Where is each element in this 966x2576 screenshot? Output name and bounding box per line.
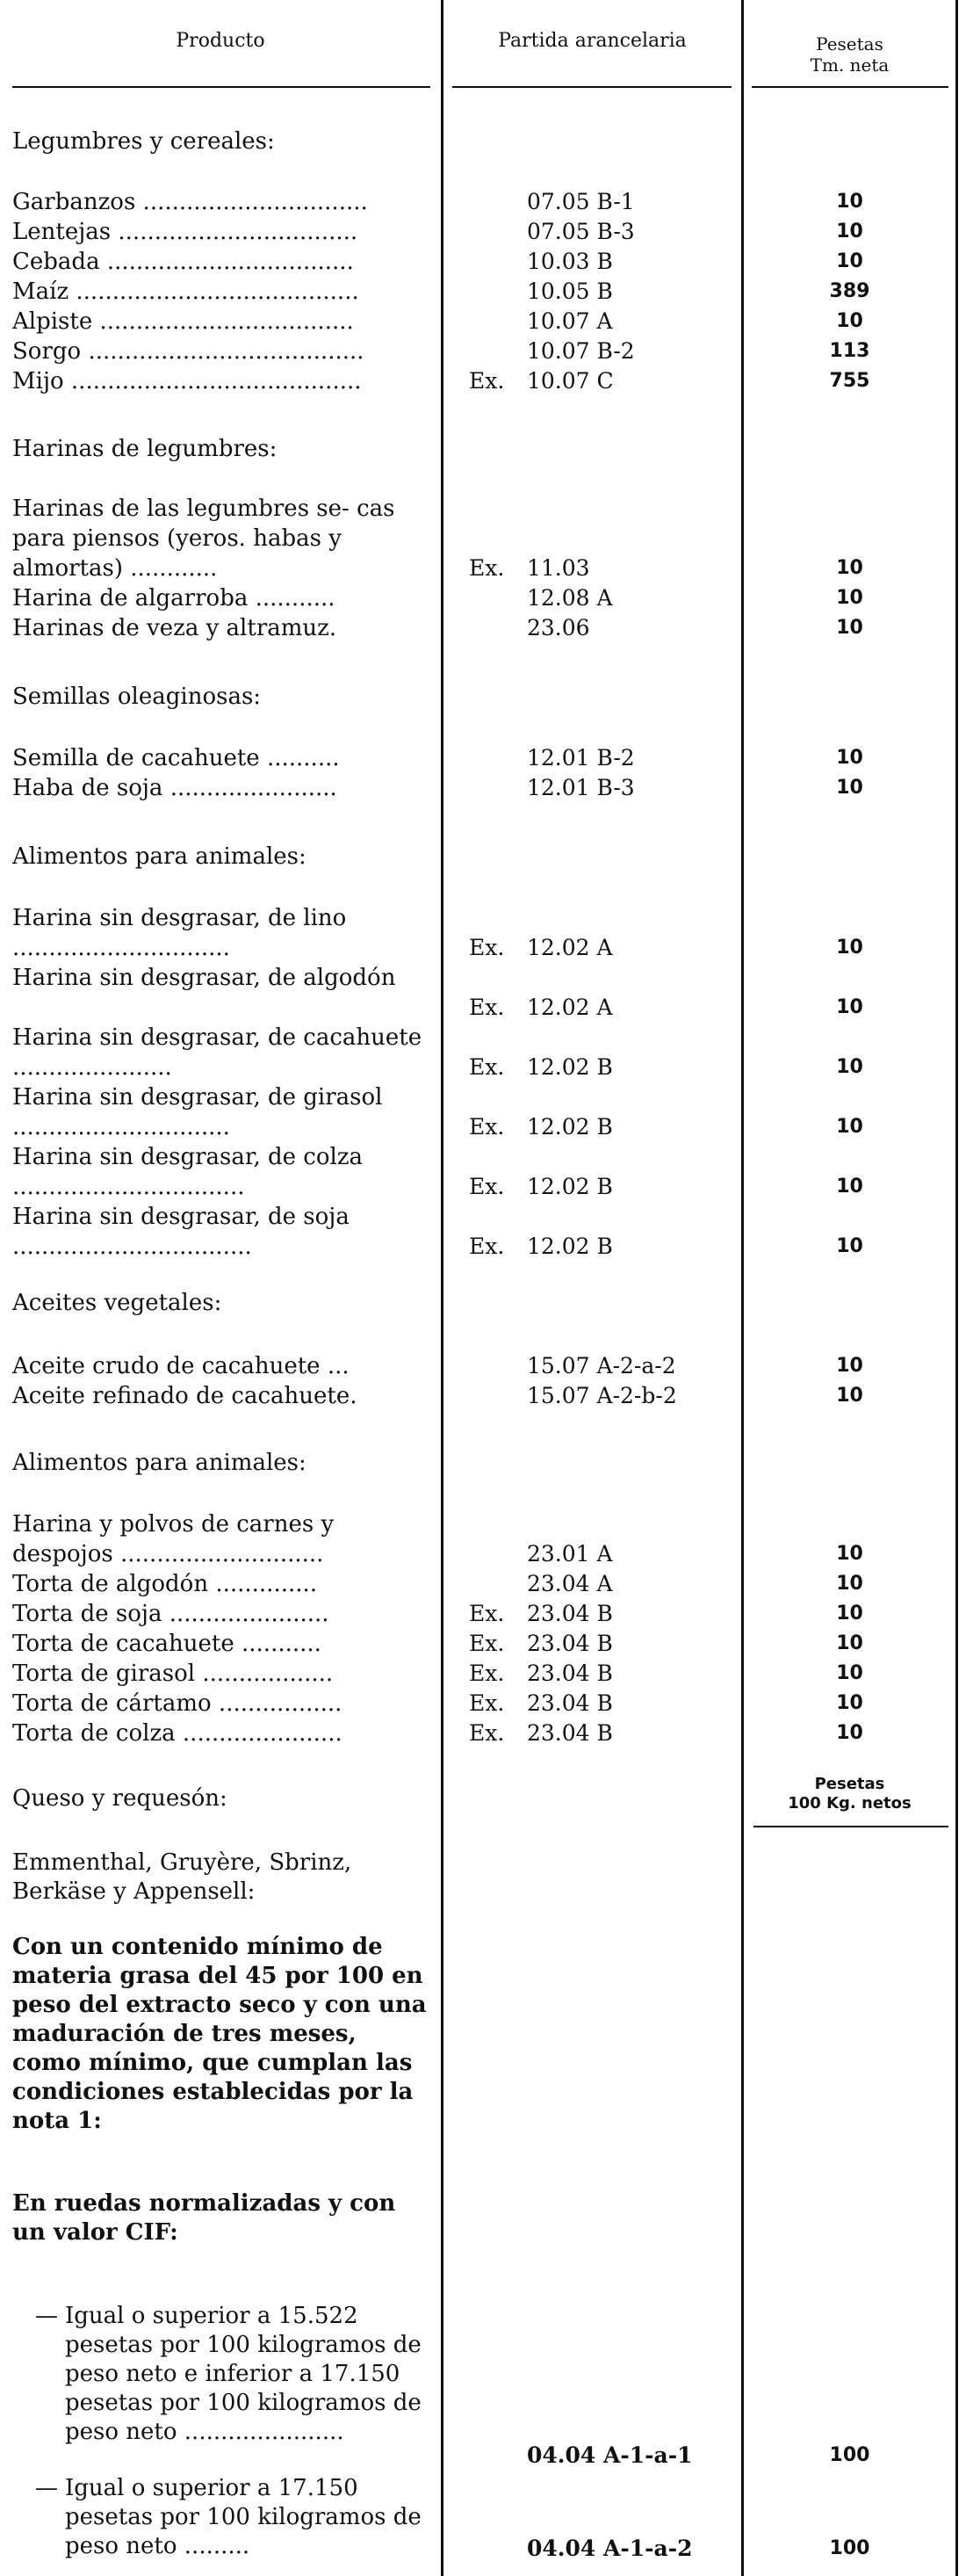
product-name: Sorgo ......................................	[12, 338, 364, 365]
product-name: Torta de soja ......................	[12, 1601, 329, 1627]
cheese-unit-rule	[753, 1826, 948, 1827]
tariff-code: 23.01 A	[527, 1541, 613, 1567]
product-name: Torta de girasol ..................	[12, 1661, 334, 1687]
cheese-cif-item-1	[35, 2302, 430, 2447]
duty-value: 10	[836, 747, 863, 769]
section-heading: Queso y requesón:	[12, 1785, 227, 1812]
product-name: Torta de colza ......................	[12, 1720, 342, 1747]
tariff-code: 10.07 C	[527, 368, 614, 394]
column-divider-product	[441, 0, 443, 2576]
duty-value: 10	[836, 587, 863, 609]
tariff-code: 15.07 A-2-b-2	[527, 1383, 677, 1408]
duty-value: 10	[836, 557, 863, 579]
product-name: Aceite crudo de cacahuete ...	[12, 1353, 350, 1379]
ex-marker: Ex.	[469, 1631, 505, 1656]
section-heading: Alimentos para animales:	[12, 1450, 306, 1476]
cheese-unit-line1: Pesetas	[814, 1775, 885, 1793]
tariff-code: 07.05 B-3	[527, 219, 635, 244]
product-name: Alpiste ...................................	[12, 308, 354, 335]
section-heading: Alimentos para animales:	[12, 843, 306, 870]
product-name: Haba de soja .......................	[12, 775, 337, 801]
tariff-code: 12.02 A	[527, 935, 613, 960]
duty-value: 10	[836, 996, 863, 1018]
duty-value: 10	[836, 1056, 863, 1078]
ex-marker: Ex.	[469, 1601, 505, 1626]
cheese-cif-item-2	[35, 2474, 430, 2561]
duty-value: 10	[836, 617, 863, 639]
tariff-code: 10.07 B-2	[527, 338, 635, 364]
section-heading: Legumbres y cereales:	[12, 128, 275, 155]
tariff-code: 12.02 B	[527, 1114, 613, 1140]
duty-value: 10	[836, 937, 863, 959]
tariff-code: 12.02 A	[527, 995, 613, 1020]
product-name: Harinas de veza y altramuz.	[12, 615, 337, 641]
duty-value: 10	[836, 250, 863, 272]
product-name: Harina sin desgrasar, de soja .................................	[12, 1204, 350, 1260]
product-name: Harinas de las legumbres se- cas para piensos (yeros. habas y almortas) ............	[12, 496, 395, 582]
product-name: Mijo ........................................	[12, 368, 362, 394]
duty-value: 755	[829, 370, 870, 392]
tariff-code: 10.03 B	[527, 249, 613, 274]
ex-marker: Ex.	[469, 1114, 505, 1140]
dash-marker: —	[35, 2475, 58, 2501]
header-partida: Partida arancelaria	[498, 30, 687, 52]
ex-marker: Ex.	[469, 368, 505, 394]
tariff-code: 23.04 B	[527, 1690, 613, 1716]
cheese-cif-item-2-text: Igual o superior a 17.150 pesetas por 100 kilogramos de peso neto .........	[65, 2475, 422, 2559]
section-heading: Harinas de legumbres:	[12, 436, 278, 462]
header-rule-partida	[452, 86, 732, 88]
tariff-code: 23.04 A	[527, 1571, 613, 1596]
product-name: Harina sin desgrasar, de lino ..............................	[12, 905, 347, 961]
duty-value: 10	[836, 1632, 863, 1654]
product-name: Garbanzos ...............................	[12, 189, 368, 215]
duty-value: 10	[836, 1355, 863, 1377]
duty-value: 10	[836, 1176, 863, 1198]
product-name: Harina y polvos de carnes y despojos ............................	[12, 1511, 335, 1567]
product-name: Torta de cacahuete ...........	[12, 1631, 321, 1657]
tariff-code: 10.05 B	[527, 279, 613, 304]
tariff-code: 12.02 B	[527, 1234, 613, 1259]
duty-value: 113	[829, 340, 870, 362]
cheese-unit-line2: 100 Kg. netos	[788, 1794, 912, 1813]
cheese-cif-item-1-text: Igual o superior a 15.522 pesetas por 100 kilogramos de peso neto e inferior a 17.150 pesetas por 100 kilogramos de peso neto ......................	[65, 2303, 422, 2445]
column-divider-right	[955, 0, 958, 2576]
product-name: Harina sin desgrasar, de algodón	[12, 965, 396, 991]
product-name: Lentejas .................................	[12, 219, 358, 245]
ex-marker: Ex.	[469, 1720, 505, 1746]
product-name: Harina sin desgrasar, de colza ................................	[12, 1144, 364, 1200]
cheese-condition: Con un contenido mínimo de materia grasa del 45 por 100 en peso del extracto seco y con una maduración de tres meses, como mínimo, que cumplan las condiciones establecidas por la nota 1:	[12, 1934, 427, 2134]
cheese-types: Emmenthal, Gruyère, Sbrinz, Berkäse y Appensell:	[12, 1849, 352, 1905]
tariff-code: 23.04 B	[527, 1601, 613, 1626]
product-name: Torta de cártamo .................	[12, 1690, 342, 1717]
product-name: Harina de algarroba ...........	[12, 585, 335, 611]
product-name: Harina sin desgrasar, de cacahuete ......................	[12, 1024, 422, 1081]
cheese-unit-header	[744, 1775, 955, 1813]
duty-value: 10	[836, 1385, 863, 1407]
duty-value: 10	[836, 777, 863, 799]
tariff-code: 23.04 B	[527, 1720, 613, 1746]
header-pesetas-line2: Tm. neta	[810, 54, 890, 76]
duty-value: 10	[836, 1692, 863, 1714]
cheese-ruedas: En ruedas normalizadas y con un valor CIF:	[12, 2190, 396, 2246]
header-rule-pesetas	[752, 86, 948, 88]
section-heading: Aceites vegetales:	[12, 1290, 222, 1316]
tariff-code: 12.01 B-3	[527, 775, 635, 800]
section-heading: Semillas oleaginosas:	[12, 684, 262, 710]
tariff-code: 10.07 A	[527, 308, 613, 334]
ex-marker: Ex.	[469, 935, 505, 960]
ex-marker: Ex.	[469, 1690, 505, 1716]
duty-value: 10	[836, 191, 863, 213]
product-name: Harina sin desgrasar, de girasol ..............................	[12, 1084, 383, 1140]
duty-value: 10	[836, 1603, 863, 1624]
tariff-code: 07.05 B-1	[527, 189, 635, 214]
tariff-code: 04.04 A-1-a-2	[527, 2536, 693, 2561]
dash-marker: —	[35, 2303, 58, 2329]
product-name: Semilla de cacahuete ..........	[12, 745, 340, 771]
tariff-code: 23.04 B	[527, 1631, 613, 1656]
product-name: Maíz .......................................	[12, 279, 359, 305]
header-pesetas-line1: Pesetas	[816, 33, 883, 54]
product-name: Aceite refinado de cacahuete.	[12, 1383, 357, 1409]
tariff-code: 12.01 B-2	[527, 745, 635, 771]
duty-value: 100	[829, 2537, 870, 2559]
tariff-code: 11.03	[527, 555, 590, 581]
ex-marker: Ex.	[469, 995, 505, 1020]
tariff-code: 12.02 B	[527, 1174, 613, 1199]
tariff-code: 12.08 A	[527, 585, 613, 611]
duty-value: 10	[836, 1573, 863, 1595]
tariff-code: 04.04 A-1-a-1	[527, 2442, 693, 2468]
duty-value: 10	[836, 1543, 863, 1565]
ex-marker: Ex.	[469, 1054, 505, 1080]
product-name: Cebada ..................................	[12, 249, 354, 275]
product-name: Torta de algodón ..............	[12, 1571, 318, 1597]
header-producto: Producto	[176, 30, 265, 52]
ex-marker: Ex.	[469, 1661, 505, 1686]
duty-value: 10	[836, 221, 863, 242]
header-pesetas	[744, 33, 955, 76]
duty-value: 10	[836, 310, 863, 332]
tariff-code: 12.02 B	[527, 1054, 613, 1080]
ex-marker: Ex.	[469, 555, 505, 581]
tariff-code: 15.07 A-2-a-2	[527, 1353, 676, 1378]
ex-marker: Ex.	[469, 1234, 505, 1259]
tariff-code: 23.06	[527, 615, 590, 640]
header-rule-product	[12, 86, 430, 88]
duty-value: 100	[829, 2444, 870, 2466]
duty-value: 10	[836, 1662, 863, 1684]
ex-marker: Ex.	[469, 1174, 505, 1199]
duty-value: 10	[836, 1235, 863, 1257]
duty-value: 10	[836, 1116, 863, 1138]
tariff-code: 23.04 B	[527, 1661, 613, 1686]
duty-value: 389	[829, 280, 870, 302]
duty-value: 10	[836, 1722, 863, 1744]
